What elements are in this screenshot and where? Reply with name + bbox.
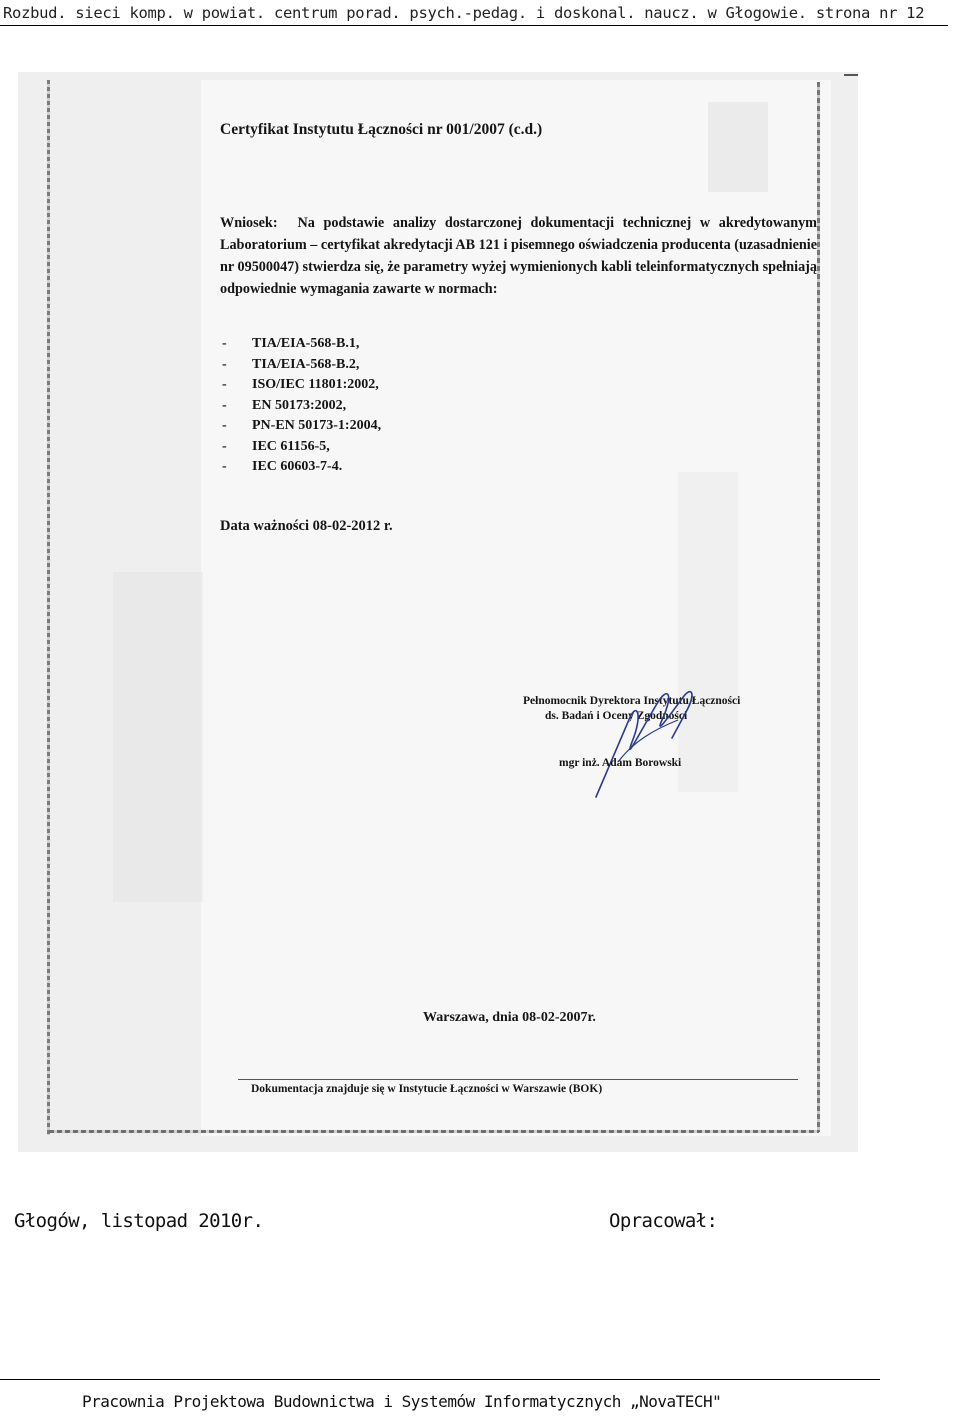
bleed-through-logo [708,102,768,192]
list-item: - IEC 60603-7-4. [222,459,343,474]
footer-rule [0,1379,880,1380]
running-header: Rozbud. sieci komp. w powiat. centrum porad. psych.-pedag. i doskonal. naucz. w Głogowie. strona nr 12 [3,4,925,22]
scan-edge-left [47,80,50,1135]
conclusion-text: Na podstawie analizy dostarczonej dokumentacji technicznej w akredytowanym Laboratorium – certyfikat akredytacji AB 121 i pisemnego oświadczenia producenta (uzasadnienie nr 09500047) stwierdza się, że parametry wyżej wymienionych kabli teleinformatycznych spełniają odpowiednie wymagania zawarte w normach: [220,215,817,297]
header-rule [0,25,948,26]
scanned-certificate-image [18,72,858,1152]
scan-edge-bottom [49,1130,819,1133]
handwritten-signature [588,672,728,812]
bleed-through-column [113,572,203,902]
conclusion-label: Wniosek: [220,215,278,231]
page-footer: Pracownia Projektowa Budownictwa i Systemów Informatycznych „NovaTECH" [82,1392,722,1411]
signer-role: Pełnomocnik Dyrektora Instytutu Łączności [523,695,741,707]
validity-date: Data ważności 08-02-2012 r. [220,518,393,534]
list-item: - TIA/EIA-568-B.2, [222,356,360,372]
certificate-place-date: Warszawa, dnia 08-02-2007r. [423,1010,596,1025]
prepared-by-label: Opracował: [609,1210,718,1232]
scan-edge-top-mark [844,74,858,76]
list-item: - PN-EN 50173-1:2004, [222,418,382,433]
standards-list [222,334,381,478]
list-item: - TIA/EIA-568-B.1, [222,336,360,351]
scan-edge-right [817,82,820,1132]
certificate-footnote: Dokumentacja znajduje się w Instytucie Łączności w Warszawie (BOK) [251,1083,603,1095]
list-item: - EN 50173:2002, [222,397,347,413]
signer-department: ds. Badań i Oceny Zgodności [545,710,688,722]
footnote-rule [238,1079,798,1080]
certificate-conclusion [220,212,817,300]
list-item: - ISO/IEC 11801:2002, [222,377,379,392]
signer-name: mgr inż. Adam Borowski [559,757,682,769]
place-and-date: Głogów, listopad 2010r. [14,1210,264,1232]
list-item: - IEC 61156-5, [222,438,330,454]
certificate-title: Certyfikat Instytutu Łączności nr 001/2007 (c.d.) [220,121,543,138]
